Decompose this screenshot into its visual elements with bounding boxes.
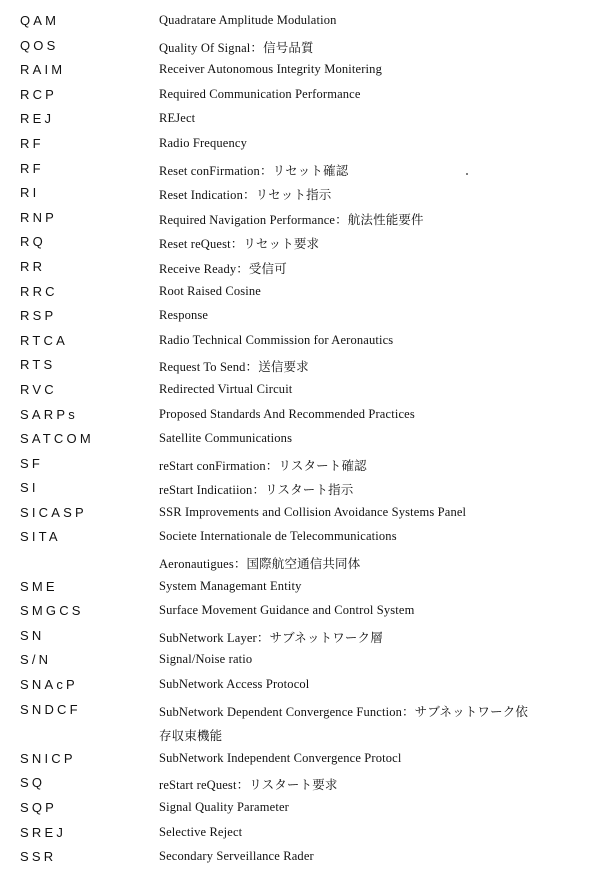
glossary-entry — [0, 330, 600, 355]
glossary-entry — [0, 428, 600, 453]
glossary-entry — [0, 133, 600, 158]
glossary-entry — [0, 649, 600, 674]
glossary-term: SREJ — [20, 824, 67, 840]
glossary-term: SARPs — [20, 406, 78, 422]
glossary-term: RNP — [20, 209, 58, 225]
glossary-definition: Reset reQuest：リセット要求 — [159, 237, 320, 252]
glossary-term: SN — [20, 627, 45, 643]
glossary-term: S/N — [20, 652, 52, 668]
glossary-term: RQ — [20, 234, 46, 250]
glossary-definition: reStart Indicatiion：リスタート指示 — [159, 483, 354, 498]
glossary-term: RF — [20, 135, 44, 151]
glossary-entry — [0, 625, 600, 650]
glossary-definition: Required Communication Performance — [159, 86, 361, 101]
glossary-definition: Selective Reject — [159, 824, 243, 839]
glossary-definition: Receiver Autonomous Integrity Monitering — [159, 62, 382, 77]
glossary-term: SME — [20, 578, 58, 594]
glossary-definition: REJect — [159, 111, 196, 126]
glossary-term: QAM — [20, 13, 60, 28]
glossary-definition: SubNetwork Independent Convergence Protocl — [159, 750, 402, 765]
glossary-entry — [0, 477, 600, 502]
glossary-term: SNDCF — [20, 701, 81, 717]
glossary-entry — [0, 231, 600, 256]
glossary-term: RI — [20, 185, 40, 201]
glossary-entry — [0, 379, 600, 404]
glossary-definition: Proposed Standards And Recommended Practices — [159, 406, 415, 421]
glossary-entry — [0, 207, 600, 232]
glossary-entry — [0, 108, 600, 133]
glossary-definition: Radio Technical Commission for Aeronautics — [159, 332, 394, 347]
glossary-entry — [0, 453, 600, 478]
glossary-term: SATCOM — [20, 431, 94, 447]
glossary-definition: Signal/Noise ratio — [159, 652, 253, 667]
glossary-term: RF — [20, 160, 44, 176]
glossary-entry — [0, 281, 600, 306]
glossary-definition: Secondary Serveillance Rader — [159, 849, 314, 864]
glossary-definition: reStart conFirmation：リスタート確認 — [159, 458, 367, 473]
glossary-entry — [0, 158, 600, 183]
glossary-definition: SSR Improvements and Collision Avoidance Systems Panel — [159, 504, 467, 519]
glossary-entry — [0, 748, 600, 773]
glossary-term: RR — [20, 258, 46, 274]
glossary-term: RCP — [20, 86, 58, 102]
glossary-definition: Required Navigation Performance：航法性能要件 — [159, 212, 424, 227]
glossary-term: RVC — [20, 381, 57, 397]
glossary-term: SF — [20, 455, 44, 471]
glossary-term: RRC — [20, 283, 58, 299]
glossary-entry — [0, 772, 600, 797]
glossary-definition: Response — [159, 308, 209, 323]
glossary-term: RSP — [20, 308, 57, 324]
glossary-definition: Reset Indication：リセット指示 — [159, 188, 332, 203]
glossary-definition: System Managemant Entity — [159, 578, 302, 593]
glossary-term: RTS — [20, 357, 56, 373]
glossary-entry — [0, 846, 600, 871]
glossary-definition: Societe Internationale de Telecommunications — [159, 529, 397, 544]
glossary-term: SSR — [20, 849, 57, 865]
glossary-term: SQ — [20, 775, 46, 791]
glossary-entry — [0, 797, 600, 822]
glossary-term: SITA — [20, 529, 61, 545]
glossary-term: REJ — [20, 111, 55, 127]
glossary-definition: SubNetwork Access Protocol — [159, 677, 310, 692]
glossary-definition: Aeronautigues：国際航空通信共同体 — [159, 557, 361, 572]
glossary-entry — [0, 182, 600, 207]
glossary-entry — [0, 674, 600, 699]
glossary-term: SNICP — [20, 750, 76, 766]
glossary-entry — [0, 723, 600, 748]
glossary-entry — [0, 551, 600, 576]
glossary-definition: SubNetwork Layer：サブネットワーク層 — [159, 630, 383, 645]
glossary-definition: Satellite Communications — [159, 431, 293, 446]
glossary-entry — [0, 822, 600, 847]
glossary-term: RAIM — [20, 62, 66, 78]
glossary-term: SICASP — [20, 504, 87, 520]
glossary-definition: 存収束機能 — [159, 729, 223, 744]
glossary-definition: Quadratare Amplitude Modulation — [159, 13, 337, 27]
glossary-definition: reStart reQuest：リスタート要求 — [159, 778, 338, 793]
glossary-entry — [0, 526, 600, 551]
glossary-definition: Reset conFirmation：リセット確認 — [159, 163, 349, 178]
glossary-entry — [0, 35, 600, 60]
glossary-definition: Request To Send：送信要求 — [159, 360, 309, 375]
glossary-entry — [0, 305, 600, 330]
glossary-definition: Redirected Virtual Circuit — [159, 381, 293, 396]
glossary-entry — [0, 576, 600, 601]
glossary-entry — [0, 10, 600, 35]
glossary-definition: Receive Ready：受信可 — [159, 261, 287, 276]
glossary-term: RTCA — [20, 332, 68, 348]
glossary-entry — [0, 354, 600, 379]
glossary-definition: Surface Movement Guidance and Control System — [159, 603, 415, 618]
glossary-entry — [0, 502, 600, 527]
glossary-term: SNAcP — [20, 677, 78, 693]
glossary-entry — [0, 256, 600, 281]
glossary-entry — [0, 59, 600, 84]
glossary-definition: Root Raised Cosine — [159, 283, 262, 298]
glossary-entry — [0, 404, 600, 429]
glossary-term: SI — [20, 480, 39, 496]
glossary-term: SQP — [20, 800, 58, 815]
glossary-entry — [0, 600, 600, 625]
glossary-definition: Radio Frequency — [159, 135, 247, 150]
glossary-definition: Quality Of Signal：信号品質 — [159, 40, 314, 55]
glossary-entry — [0, 84, 600, 109]
glossary-entry — [0, 699, 600, 724]
glossary-list — [0, 10, 600, 871]
glossary-term: QOS — [20, 37, 59, 53]
glossary-definition: SubNetwork Dependent Convergence Function：サブネットワーク依 — [159, 704, 529, 719]
glossary-definition: Signal Quality Parameter — [159, 800, 289, 814]
glossary-term: SMGCS — [20, 603, 84, 619]
